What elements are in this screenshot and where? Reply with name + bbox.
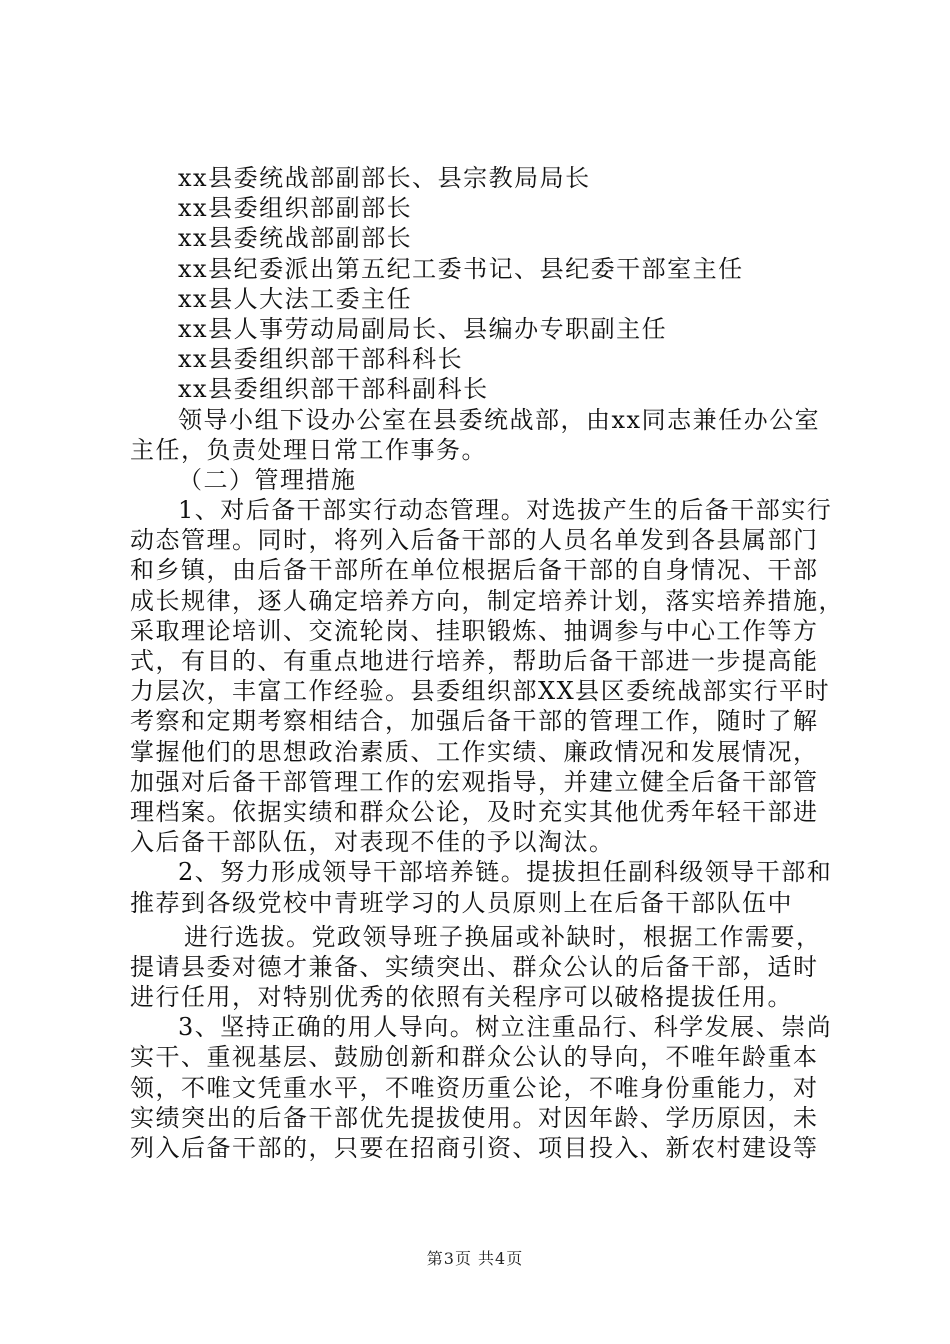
member-line: xx县委统战部副部长、县宗教局局长	[178, 164, 591, 192]
member-line: xx县纪委派出第五纪工委书记、县纪委干部室主任	[178, 254, 744, 283]
paragraph-line: 实绩突出的后备干部优先提拔使用。对因年龄、学历原因，未	[130, 1103, 819, 1132]
paragraph-line: 力层次，丰富工作经验。县委组织部XX县区委统战部实行平时	[130, 677, 831, 706]
paragraph-line: 式，有目的、有重点地进行培养，帮助后备干部进一步提高能	[130, 647, 819, 675]
member-line: xx县委组织部副部长	[178, 194, 413, 223]
paragraph-line: 动态管理。同时，将列入后备干部的人员名单发到各县属部门	[130, 526, 819, 555]
paragraph-line: 加强对后备干部管理工作的宏观指导，并建立健全后备干部管	[130, 767, 819, 796]
paragraph-line: 1、对后备干部实行动态管理。对选拔产生的后备干部实行	[178, 496, 833, 525]
member-line: xx县人大法工委主任	[178, 284, 413, 313]
paragraph-line: 理档案。依据实绩和群众公论，及时充实其他优秀年轻干部进	[130, 797, 819, 826]
paragraph-line: 2、努力形成领导干部培养链。提拔担任副科级领导干部和	[178, 858, 833, 887]
paragraph-line: 采取理论培训、交流轮岗、挂职锻炼、抽调参与中心工作等方	[130, 616, 819, 645]
member-line: xx县委组织部干部科科长	[178, 345, 464, 374]
paragraph-line: 实干、重视基层、鼓励创新和群众公认的导向，不唯年龄重本	[130, 1043, 819, 1072]
section-heading: （二）管理措施	[178, 465, 357, 494]
paragraph-line: 成长规律，逐人确定培养方向，制定培养计划，落实培养措施，	[130, 586, 844, 615]
paragraph-line: 领，不唯文凭重水平，不唯资历重公论，不唯身份重能力，对	[130, 1073, 819, 1102]
paragraph-line: 掌握他们的思想政治素质、工作实绩、廉政情况和发展情况，	[130, 737, 819, 766]
paragraph-line: 提请县委对德才兼备、实绩突出、群众公认的后备干部，适时	[130, 952, 819, 981]
paragraph-line: 3、坚持正确的用人导向。树立注重品行、科学发展、崇尚	[178, 1013, 833, 1042]
member-line: xx县委组织部干部科副科长	[178, 375, 489, 404]
member-line: xx县人事劳动局副局长、县编办专职副主任	[178, 314, 668, 343]
paragraph-line: 进行选拔。党政领导班子换届或补缺时，根据工作需要，	[184, 922, 822, 951]
paragraph-line: 入后备干部队伍，对表现不佳的予以淘汰。	[130, 828, 615, 857]
page-footer: 第3页 共4页	[426, 1249, 524, 1268]
paragraph-line: 主任，负责处理日常工作事务。	[130, 435, 487, 464]
member-line: xx县委统战部副部长	[178, 224, 413, 253]
paragraph-line: 推荐到各级党校中青班学习的人员原则上在后备干部队伍中	[130, 888, 793, 917]
paragraph-line: 进行任用，对特别优秀的依照有关程序可以破格提拔任用。	[130, 983, 793, 1012]
paragraph-line: 领导小组下设办公室在县委统战部，由xx同志兼任办公室	[178, 405, 821, 434]
paragraph-line: 考察和定期考察相结合，加强后备干部的管理工作，随时了解	[130, 707, 819, 736]
paragraph-line: 和乡镇，由后备干部所在单位根据后备干部的自身情况、干部	[130, 556, 819, 585]
paragraph-line: 列入后备干部的，只要在招商引资、项目投入、新农村建设等	[130, 1134, 819, 1162]
document-body	[130, 163, 844, 1163]
